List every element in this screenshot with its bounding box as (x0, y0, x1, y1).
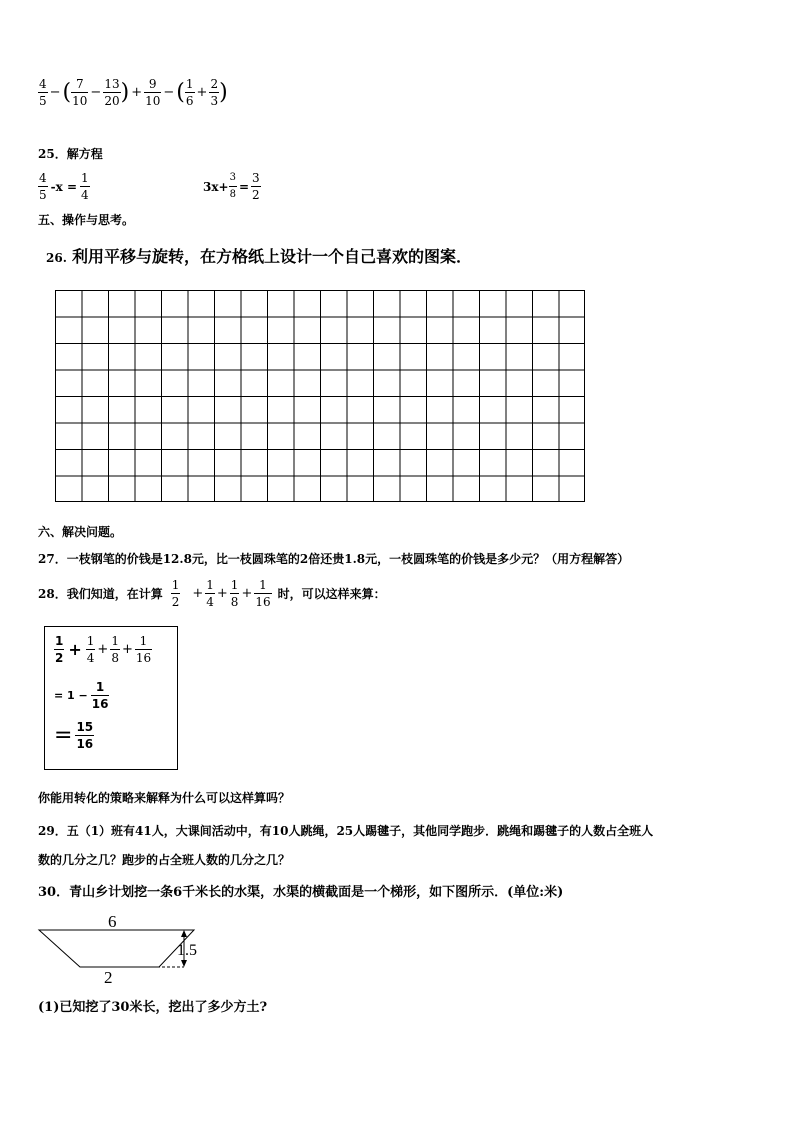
q25-equation-2: 3x+ $\frac{3}{8}$ = $\frac{3}{2}$ (203, 171, 260, 202)
q28-box-line-1: $\frac{1}{2}$ + $\frac{1}{4}$ + $\frac{1}{8}$ + $\frac{1}{16}$ (55, 634, 152, 665)
paren: ( (176, 79, 185, 105)
fraction: $\frac{3}{8}$ (229, 172, 236, 200)
fraction: $\frac{1}{6}$ (185, 77, 194, 108)
fraction: $\frac{1}{8}$ (111, 634, 119, 665)
fraction: $\frac{4}{5}$ (39, 171, 47, 202)
q25-equation-1: $\frac{4}{5}$ -x = $\frac{1}{4}$ (39, 171, 89, 202)
operator: + (131, 85, 143, 100)
operator: − (90, 85, 102, 100)
trapezoid-cross-section-diagram (34, 912, 204, 988)
arrow-head-up (181, 930, 187, 937)
height-label: 1.5 (177, 942, 197, 959)
fraction: $\frac{13}{20}$ (104, 77, 120, 108)
fraction: $\frac{2}{3}$ (210, 77, 219, 108)
paren: ( (62, 79, 72, 105)
fraction: $\frac{1}{4}$ (86, 634, 95, 665)
fraction: $\frac{4}{5}$ (39, 77, 47, 108)
q29-line-2: 数的几分之几？跑步的占全班人数的几分之几？ (38, 853, 291, 867)
trapezoid-shape (39, 930, 194, 967)
top-width-label: 6 (108, 912, 117, 931)
paren: ) (120, 79, 130, 105)
fraction: $\frac{1}{16}$ (135, 634, 152, 665)
fraction: $\frac{1}{4}$ (81, 171, 89, 202)
section-5-title: 五、操作与思考。 (38, 213, 135, 227)
fraction: $\frac{9}{10}$ (145, 77, 161, 108)
fraction: $\frac{1}{2}$ (171, 578, 180, 609)
fraction: $\frac{1}{16}$ (255, 578, 271, 609)
fraction: $\frac{1}{2}$ (55, 634, 64, 665)
paren: ) (219, 79, 228, 105)
fraction: $\frac{7}{10}$ (72, 77, 88, 108)
square-grid-paper (55, 290, 585, 502)
fraction: $\frac{1}{8}$ (230, 578, 239, 609)
fraction: $\frac{15}{16}$ (76, 720, 94, 751)
q27-question: 27．一枝钢笔的价钱是12.8元，比一枝圆珠笔的2倍还贵1.8元，一枝圆珠笔的价钱是多少元？（用方程解答） (38, 552, 630, 566)
q30-sub-question-1: (1)已知挖了30米长，挖出了多少方土? (38, 1000, 268, 1015)
fraction: $\frac{3}{2}$ (252, 171, 260, 202)
q29-line-1: 29．五（1）班有41人，大课间活动中，有10人跳绳，25人踢毽子，其他同学跑步．跳绳和踢毽子的人数占全班人 (38, 824, 654, 838)
operator: + (196, 85, 208, 100)
q26-question: 26. 利用平移与旋转，在方格纸上设计一个自己喜欢的图案． (46, 247, 472, 266)
operator: − (163, 85, 175, 100)
q28-box-line-2: = 1 − $\frac{1}{16}$ (54, 680, 109, 711)
operator: − (49, 85, 61, 100)
q28-box-line-3: = $\frac{15}{16}$ (54, 720, 94, 751)
fraction: $\frac{1}{4}$ (206, 578, 214, 609)
fraction: $\frac{1}{16}$ (91, 680, 109, 711)
q28-intro: 28．我们知道，在计算 $\frac{1}{2}$ + $\frac{1}{4}$ + $\frac{1}{8}$ + $\frac{1}{16}$ 时，可以这样来算： (38, 578, 386, 609)
q28-follow-up: 你能用转化的策略来解释为什么可以这样算吗？ (38, 791, 291, 805)
section-6-title: 六、解决问题。 (38, 525, 123, 539)
q25-title: 25．解方程 (38, 147, 103, 161)
q30-question: 30．青山乡计划挖一条6千米长的水渠，水渠的横截面是一个梯形，如下图所示．(单位:米) (38, 885, 564, 900)
expression-top (38, 77, 228, 108)
arrow-head-down (181, 960, 187, 967)
bottom-width-label: 2 (104, 968, 113, 987)
